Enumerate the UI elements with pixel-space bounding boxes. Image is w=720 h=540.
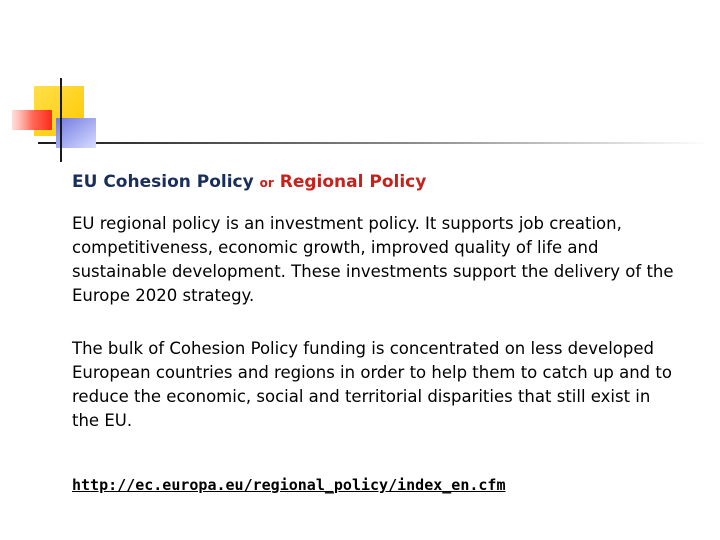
- title-eu-cohesion-policy: EU Cohesion Policy: [72, 172, 254, 192]
- paragraph-cohesion-funding: The bulk of Cohesion Policy funding is concentrated on less developed European countries and regions in order to help them to catch up and to reduce the economic, social and territorial disparities that still exist in the EU.: [72, 339, 672, 430]
- decor-red-bar: [12, 110, 52, 130]
- header-rule: [38, 142, 710, 144]
- decor-blue-square: [56, 118, 96, 148]
- title-or: or: [259, 176, 274, 190]
- paragraph-regional-policy: EU regional policy is an investment policy. It supports job creation, competitiveness, economic growth, improved quality of life and sustainable development. These investments support the delivery of the Europe 2020 strategy.: [72, 214, 674, 305]
- slide-title: [72, 172, 426, 192]
- title-regional-policy: Regional Policy: [279, 172, 427, 192]
- decor-vertical-line: [60, 78, 62, 162]
- regional-policy-link[interactable]: http://ec.europa.eu/regional_policy/index_en.cfm: [72, 476, 506, 494]
